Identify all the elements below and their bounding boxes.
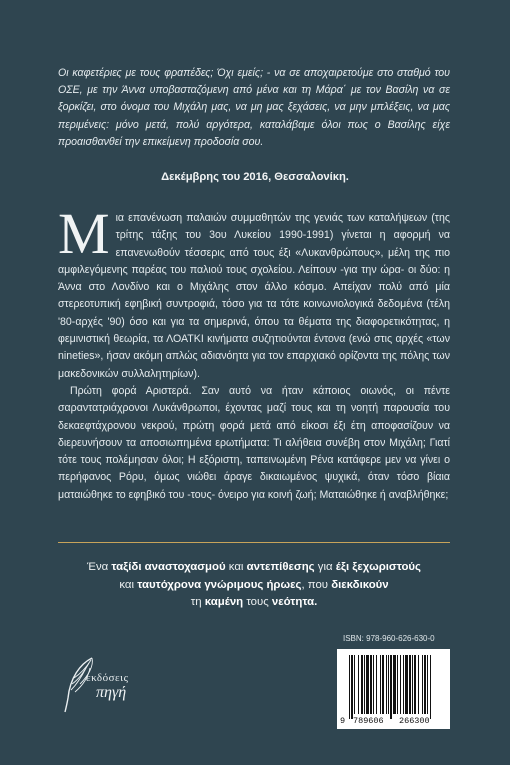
synopsis-paragraph-2: Πρώτη φορά Αριστερά. Σαν αυτό να ήταν κάποιος οιωνός, οι πέντε σαραντατριάχρονοι Λυκάνθρωποι, έχοντας μαζί τους και τη νοητή παρουσία του δεκαεφτάχρονου νεκρού, πρώτη φορά μετά από είκοσι έξι έτη αποφασίζουν να διερευνήσουν τα αποσιωπημένα ερωτήματα: Τι αλήθεια συνέβη στον Μιχάλη; Γιατί τότε τους πολέμησαν όλοι; Η εξόριστη, ταπεινωμένη Ρένα κατάφερε μεν να γίνει ο περήφανος Ρόρυ, όμως νιώθει άραγε δικαιωμένος ψυχικά, όταν τόσο βίαια ματαιώθηκε το εφηβικό του -τους- όνειρο για κοινή ζωή; Ματαιώθηκε ή αναβλήθηκε;: [58, 384, 450, 501]
barcode-bar: [414, 655, 416, 714]
tagline-bold: έξι ξεχωριστούς: [335, 561, 421, 573]
barcode-digit-prefix: 9: [340, 716, 346, 726]
barcode: [337, 649, 450, 729]
tagline-bold: καμένη: [204, 596, 244, 608]
barcode-bar: [366, 655, 369, 714]
tagline: [58, 559, 450, 612]
synopsis: [58, 201, 450, 504]
gold-divider: [58, 542, 450, 543]
barcode-digits-right: 266300: [399, 716, 430, 726]
publisher-name-top: εκδόσεις: [86, 672, 129, 684]
barcode-bar: [361, 655, 363, 714]
tagline-text: , που: [301, 578, 329, 591]
tagline-bold: ταξίδι αναστοχασμού: [111, 561, 226, 573]
tagline-text: τους: [246, 596, 269, 608]
barcode-bar: [400, 655, 401, 714]
paragraph-1-text: ια επανένωση παλαιών συμμαθητών της γενιάς των καταλήψεων (της τρίτης τάξης του 3ου Λυκείου 1990-1991) γίνεται η αφορμή να επανενωθούν τέσσερις από τους έξι «Λυκανθρώπους», μέλη της πιο αμφιλεγόμενης παρέας του παλιού τους σχολείου. Λείπουν -για την ώρα- οι δύο: η Άννα στο Λονδίνο και ο Μιχάλης στον άλλο κόσμο. Απείχαν πολύ από μία στερεοτυπική εφηβική συντροφιά, τόσο για τα τότε κοινωνιολογικά δεδομένα (τέλη '80-αρχές '90) όσο και για τα σημερινά, όπου τα θέματα της διαφορετικότητας, η φεμινιστική θεωρία, τα ΛΟΑΤΚΙ κινήματα συζητιούνται έντονα (ενώ στις αρχές «των nineties», ήσαν ακόμη απλώς αδιανόητα για τον επαρχιακό ορίζοντα της πόλης των μακεδονικών συλλαλητηρίων).: [58, 212, 450, 380]
barcode-bar: [373, 655, 374, 714]
barcode-bar: [349, 655, 350, 719]
date-line: Δεκέμβρης του 2016, Θεσσαλονίκη.: [161, 171, 349, 183]
barcode-bar: [390, 655, 392, 719]
barcode-bar: [382, 655, 384, 714]
tagline-text: για: [317, 561, 333, 573]
tagline-bold: ταυτόχρονα γνώριμους ήρωες: [137, 578, 302, 591]
tagline-text: τη: [190, 596, 202, 608]
barcode-bar: [380, 655, 381, 714]
barcode-bar: [424, 655, 426, 714]
tagline-text: Ένα: [87, 561, 109, 573]
barcode-bar: [370, 655, 372, 714]
tagline-bold: νεότητα.: [271, 596, 318, 608]
barcode-bar: [430, 655, 431, 719]
barcode-bar: [397, 655, 398, 714]
barcode-bar: [412, 655, 413, 714]
synopsis-paragraph-1: [58, 201, 450, 383]
barcode-bar: [409, 655, 411, 714]
barcode-bar: [386, 655, 387, 714]
barcode-bar: [388, 655, 389, 714]
tagline-text: και: [119, 578, 135, 591]
barcode-bar: [351, 655, 353, 719]
barcode-bar: [364, 655, 365, 714]
barcode-bar: [403, 655, 404, 714]
barcode-bar: [376, 655, 377, 714]
publisher-logo: [62, 654, 142, 714]
barcode-bar: [427, 655, 428, 714]
drop-cap: Μ: [58, 201, 110, 266]
tagline-bold: διεκδικούν: [331, 578, 389, 591]
tagline-text: και: [228, 561, 244, 573]
isbn-label: ISBN: 978-960-626-630-0: [343, 634, 435, 643]
barcode-bar: [358, 655, 359, 714]
opening-quote: Οι καφετέριες με τους φραπέδες; Όχι εμείς; - να σε αποχαιρετούμε στο σταθμό του ΟΣΕ, με την Άννα υποβασταζόμενη από μένα και τη Μάρα΄ με τον Βασίλη να σε ξορκίζει, στο όνομα του Μιχάλη μας, να μη μας ξεχάσεις, να μην μπλέξεις, να μας περιμένεις: μόνο μετά, πολύ αργότερα, καταλάβαμε όλοι πως ο Βασίλης είχε προαισθανθεί την επικείμενη προδοσία σου.: [58, 67, 450, 148]
barcode-bar: [354, 655, 355, 714]
barcode-bar: [393, 655, 396, 714]
barcode-bar: [405, 655, 408, 714]
publisher-name-bottom: πηγή: [96, 684, 127, 701]
barcode-bar: [418, 655, 419, 714]
barcode-digits-left: 789606: [353, 716, 384, 726]
barcode-bar: [422, 655, 423, 714]
tagline-bold: αντεπίθεσης: [246, 561, 315, 573]
